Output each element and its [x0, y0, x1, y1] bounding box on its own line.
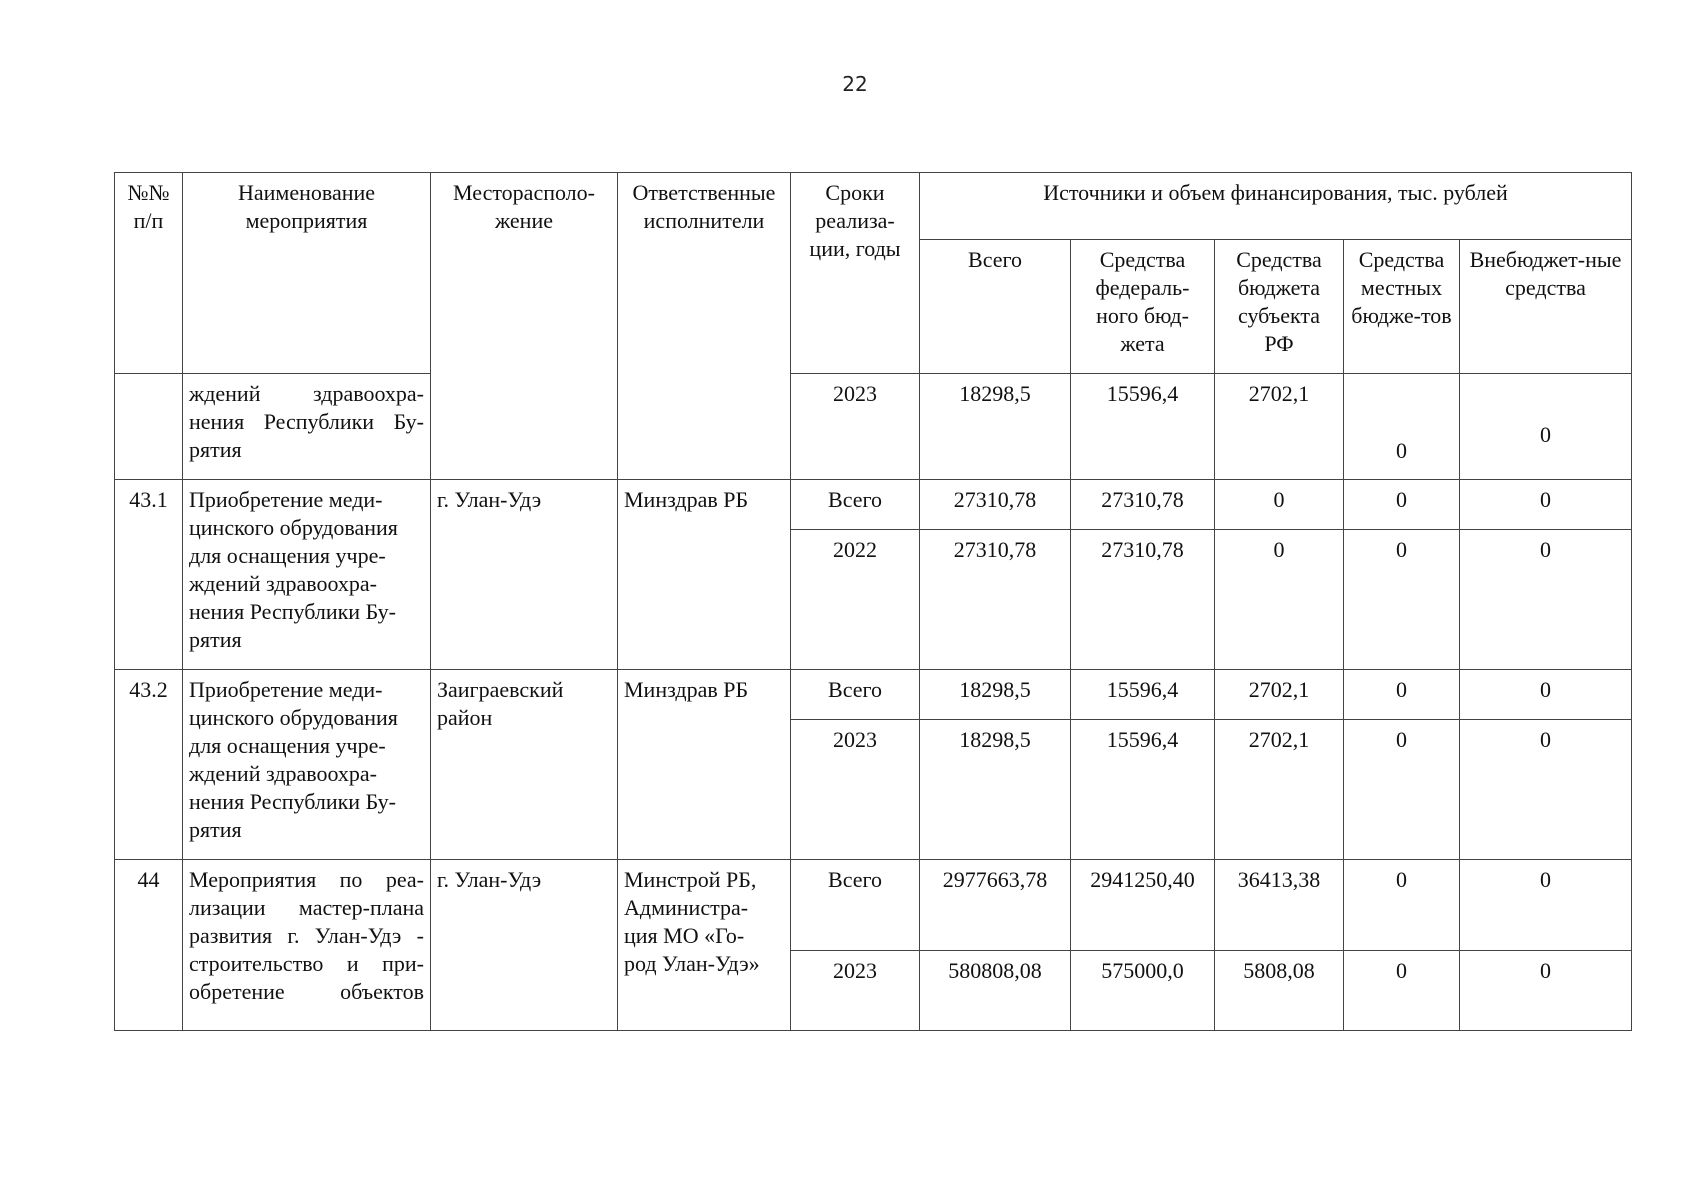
- row-federal: 15596,4: [1071, 670, 1215, 720]
- header-extra: Внебюджет-ные средства: [1460, 240, 1632, 374]
- row-total: 27310,78: [920, 530, 1071, 670]
- row-year: Всего: [791, 670, 920, 720]
- row-extra: 0: [1460, 530, 1632, 670]
- row-year: 2023: [791, 720, 920, 860]
- row-year: 2023: [791, 951, 920, 1031]
- row-subject: 2702,1: [1215, 720, 1344, 860]
- row-subject: 0: [1215, 530, 1344, 670]
- row-total: 18298,5: [920, 670, 1071, 720]
- cont-subject: 2702,1: [1215, 374, 1344, 480]
- row-total: 27310,78: [920, 480, 1071, 530]
- row-year: Всего: [791, 860, 920, 951]
- row-year: Всего: [791, 480, 920, 530]
- header-name: Наименование мероприятия: [183, 173, 431, 374]
- row-total: 2977663,78: [920, 860, 1071, 951]
- row-subject: 0: [1215, 480, 1344, 530]
- row-responsible: Минздрав РБ: [618, 480, 791, 670]
- row-total: 580808,08: [920, 951, 1071, 1031]
- cont-num-cell: [115, 374, 183, 480]
- row-subject: 2702,1: [1215, 670, 1344, 720]
- header-terms: Сроки реализа-ции, годы: [791, 173, 920, 374]
- row-subject: 36413,38: [1215, 860, 1344, 951]
- cont-total: 18298,5: [920, 374, 1071, 480]
- header-federal: Средства федераль-ного бюд-жета: [1071, 240, 1215, 374]
- table-row: [115, 374, 1632, 480]
- cont-extra: 0: [1460, 374, 1632, 480]
- header-sources: Источники и объем финансирования, тыс. рублей: [920, 173, 1632, 240]
- row-federal: 2941250,40: [1071, 860, 1215, 951]
- row-local: 0: [1344, 720, 1460, 860]
- row-responsible: Минздрав РБ: [618, 670, 791, 860]
- row-extra: 0: [1460, 670, 1632, 720]
- header-responsible: Ответственные исполнители: [618, 173, 791, 480]
- row-extra: 0: [1460, 951, 1632, 1031]
- table-row: [115, 480, 1632, 530]
- row-name: Мероприятия по реа- лизации мастер-плана развития г. Улан-Удэ - строительство и при- обретение объектов: [183, 860, 431, 1031]
- row-num: 43.2: [115, 670, 183, 860]
- row-subject: 5808,08: [1215, 951, 1344, 1031]
- row-extra: 0: [1460, 860, 1632, 951]
- row-num: 43.1: [115, 480, 183, 670]
- table-row: [115, 860, 1632, 951]
- row-location: Заиграевский район: [431, 670, 618, 860]
- row-total: 18298,5: [920, 720, 1071, 860]
- row-num: 44: [115, 860, 183, 1031]
- row-extra: 0: [1460, 720, 1632, 860]
- row-federal: 27310,78: [1071, 530, 1215, 670]
- row-local: 0: [1344, 951, 1460, 1031]
- row-location: г. Улан-Удэ: [431, 860, 618, 1031]
- row-local: 0: [1344, 530, 1460, 670]
- row-responsible: Минстрой РБ, Администра- ция МО «Го- род Улан-Удэ»: [618, 860, 791, 1031]
- row-location: г. Улан-Удэ: [431, 480, 618, 670]
- row-federal: 15596,4: [1071, 720, 1215, 860]
- financing-table: [114, 172, 1632, 1031]
- header-location: Месторасполо-жение: [431, 173, 618, 480]
- header-num: №№ п/п: [115, 173, 183, 374]
- cont-local: 0: [1344, 374, 1460, 480]
- row-year: 2022: [791, 530, 920, 670]
- table-row: [115, 670, 1632, 720]
- cont-year: 2023: [791, 374, 920, 480]
- row-local: 0: [1344, 860, 1460, 951]
- header-total: Всего: [920, 240, 1071, 374]
- header-local: Средства местных бюдже-тов: [1344, 240, 1460, 374]
- row-federal: 27310,78: [1071, 480, 1215, 530]
- row-name: Приобретение меди- цинского обрудования для оснащения учре- ждений здравоохра- нения Республики Бу- рятия: [183, 480, 431, 670]
- page-number: 22: [842, 72, 868, 96]
- row-local: 0: [1344, 670, 1460, 720]
- header-subject: Средства бюджета субъекта РФ: [1215, 240, 1344, 374]
- row-federal: 575000,0: [1071, 951, 1215, 1031]
- cont-name: ждений здравоохра- нения Республики Бу- рятия: [183, 374, 431, 480]
- row-extra: 0: [1460, 480, 1632, 530]
- row-name: Приобретение меди- цинского обрудования для оснащения учре- ждений здравоохра- нения Республики Бу- рятия: [183, 670, 431, 860]
- cont-federal: 15596,4: [1071, 374, 1215, 480]
- row-local: 0: [1344, 480, 1460, 530]
- header-row: [115, 173, 1632, 240]
